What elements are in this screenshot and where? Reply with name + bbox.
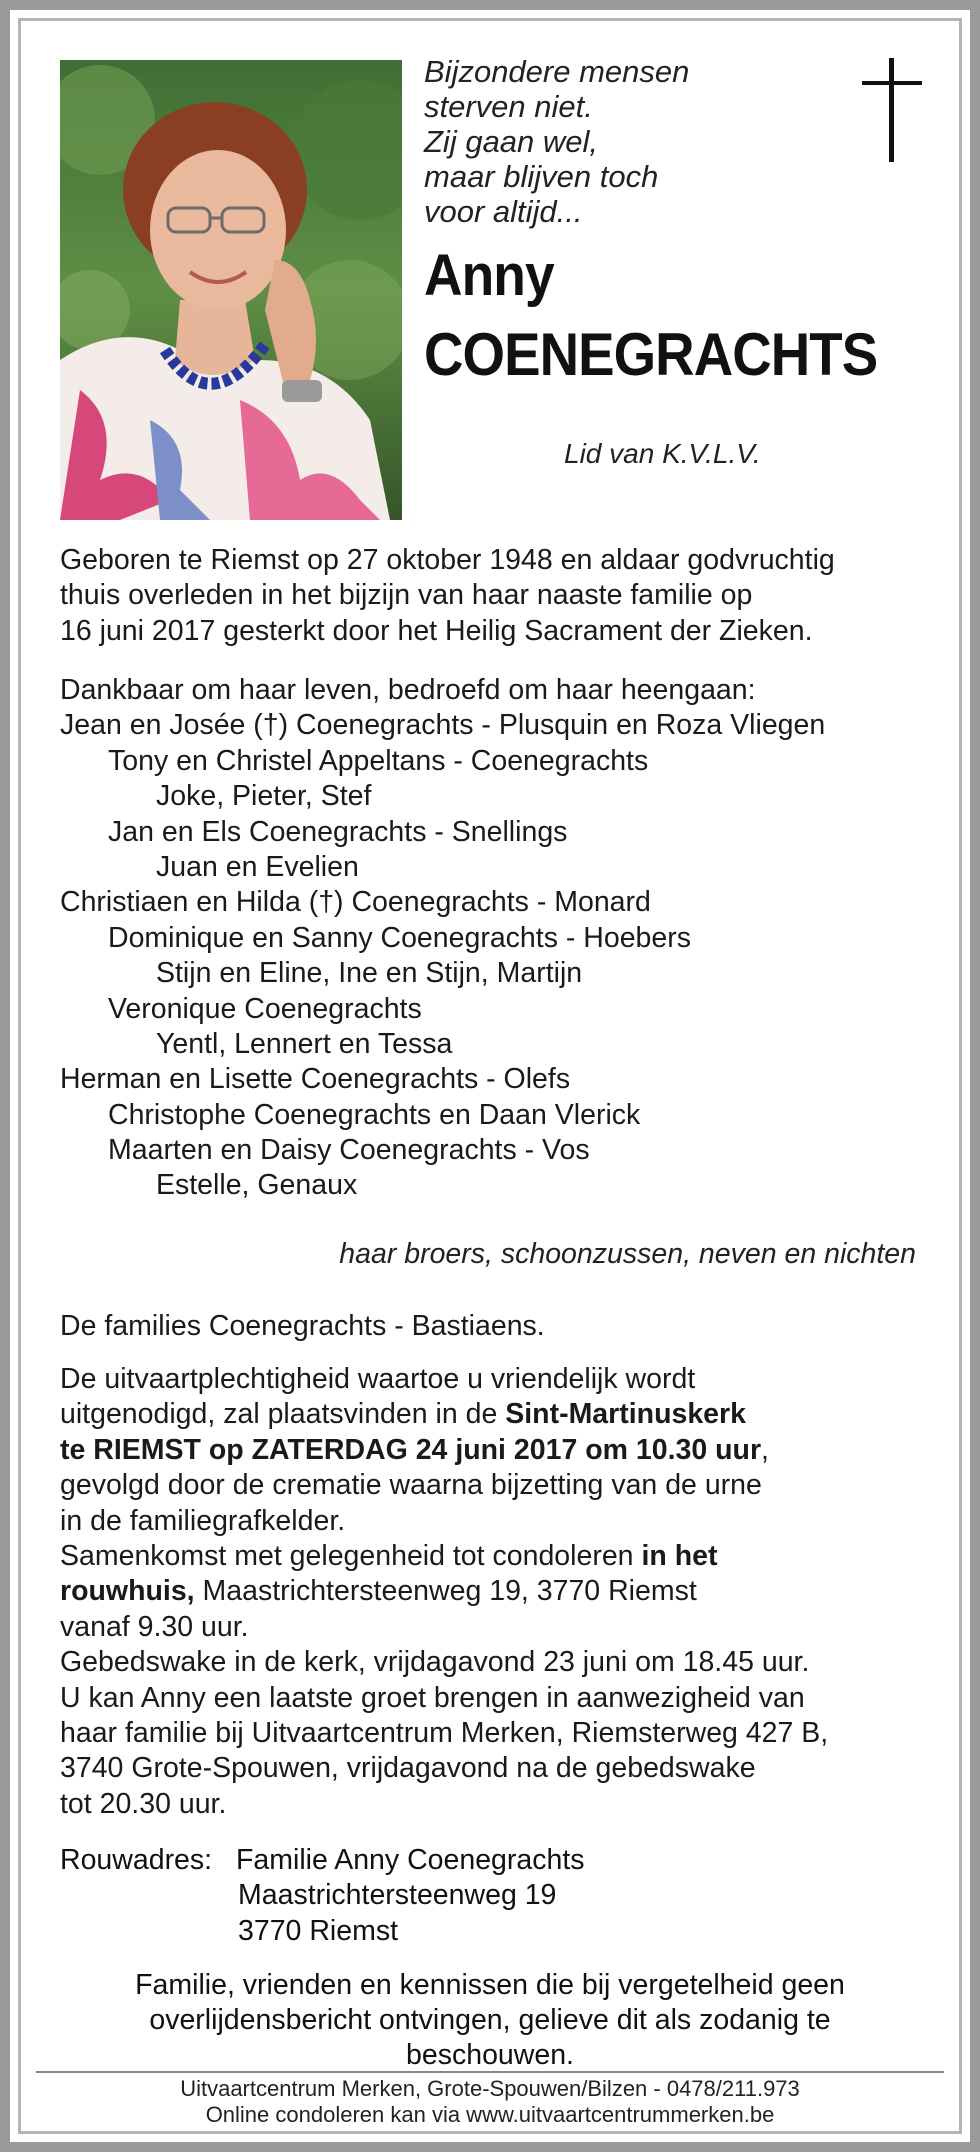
first-name: Anny (424, 243, 554, 308)
ceremony-line: De uitvaartplechtigheid waartoe u vriendelijk wordt (60, 1363, 696, 1395)
footer-line: Online condoleren kan via www.uitvaartcentrummerken.be (205, 2102, 775, 2127)
family-row: Juan en Evelien (156, 850, 359, 883)
family-intro: Dankbaar om haar leven, bedroefd om haar heengaan: (60, 674, 756, 706)
ceremony-line (60, 1539, 828, 1574)
footer (36, 2076, 944, 2128)
notice-line: beschouwen. (406, 2039, 574, 2071)
family-list (60, 673, 825, 1204)
ceremony-line: vanaf 9.30 uur. (60, 1610, 249, 1643)
address-name: Familie Anny Coenegrachts (236, 1844, 585, 1876)
address-street: Maastrichtersteenweg 19 (238, 1879, 557, 1912)
birth-line: 16 juni 2017 gesterkt door het Heilig Sacrament der Zieken. (60, 614, 813, 647)
family-row: Veronique Coenegrachts (108, 992, 422, 1025)
ceremony-line: haar familie bij Uitvaartcentrum Merken, Riemsterweg 427 B, (60, 1716, 829, 1749)
quote-line: voor altijd... (424, 194, 583, 229)
quote-line: maar blijven toch (424, 159, 659, 194)
church-name: Sint-Martinuskerk (505, 1398, 746, 1431)
family-row: Maarten en Daisy Coenegrachts - Vos (108, 1134, 590, 1167)
birth-line: Geboren te Riemst op 27 oktober 1948 en aldaar godvruchtig (60, 544, 835, 576)
ceremony-line (60, 1433, 828, 1468)
notice-paragraph (60, 1968, 920, 2073)
family-row: Herman en Lisette Coenegrachts - Olefs (60, 1063, 571, 1096)
address-label: Rouwadres: (60, 1844, 213, 1876)
birth-paragraph (60, 543, 835, 649)
ceremony-text: uitgenodigd, zal plaatsvinden in de (60, 1398, 506, 1431)
family-row: Jan en Els Coenegrachts - Snellings (108, 815, 568, 848)
ceremony-line: U kan Anny een laatste groet brengen in aanwezigheid van (60, 1681, 805, 1714)
portrait-photo (60, 60, 402, 520)
membership-line: Lid van K.V.L.V. (564, 438, 761, 469)
family-row: Yentl, Lennert en Tessa (156, 1027, 453, 1060)
cross-icon (862, 58, 922, 162)
quote-line: sterven niet. (424, 89, 593, 124)
ceremony-text: Samenkomst met gelegenheid tot condoleren (60, 1539, 642, 1572)
ceremony-text: , (761, 1433, 769, 1466)
ceremony-line: in de familiegrafkelder. (60, 1504, 346, 1537)
family-row: Stijn en Eline, Ine en Stijn, Martijn (156, 957, 583, 990)
family-row: Tony en Christel Appeltans - Coenegrachts (108, 744, 649, 777)
notice-line: Familie, vrienden en kennissen die bij vergetelheid geen (135, 1969, 845, 2001)
address-city: 3770 Riemst (238, 1914, 398, 1947)
ceremony-bold: rouwhuis, (60, 1575, 195, 1608)
family-signature: haar broers, schoonzussen, neven en nichten (339, 1238, 916, 1270)
ceremony-line: gevolgd door de crematie waarna bijzetting van de urne (60, 1469, 762, 1502)
notice-line: overlijdensbericht ontvingen, gelieve dit als zodanig te (149, 2004, 831, 2036)
ceremony-text: Maastrichtersteenweg 19, 3770 Riemst (194, 1575, 697, 1608)
ceremony-line: 3740 Grote-Spouwen, vrijdagavond na de gebedswake (60, 1752, 756, 1785)
quote-line: Bijzondere mensen (424, 54, 690, 89)
family-row: Dominique en Sanny Coenegrachts - Hoebers (108, 921, 691, 954)
ceremony-datetime: te RIEMST op ZATERDAG 24 juni 2017 om 10.30 uur (60, 1433, 762, 1466)
address-line (60, 1843, 585, 1878)
ceremony-bold: in het (641, 1539, 718, 1572)
ceremony-line: Gebedswake in de kerk, vrijdagavond 23 juni om 18.45 uur. (60, 1646, 810, 1679)
footer-line: Uitvaartcentrum Merken, Grote-Spouwen/Bilzen - 0478/211.973 (180, 2076, 800, 2101)
family-row: Christiaen en Hilda (†) Coenegrachts - Monard (60, 886, 651, 919)
ceremony-line: tot 20.30 uur. (60, 1787, 227, 1820)
family-row: Estelle, Genaux (156, 1169, 358, 1202)
family-row: Christophe Coenegrachts en Daan Vlerick (108, 1098, 641, 1131)
memorial-quote (424, 54, 689, 229)
family-row: Joke, Pieter, Stef (156, 780, 372, 813)
last-name: COENEGRACHTS (424, 321, 878, 388)
quote-line: Zij gaan wel, (424, 124, 599, 159)
ceremony-line (60, 1574, 828, 1609)
mourning-address (60, 1843, 585, 1949)
family-row: Jean en Josée (†) Coenegrachts - Plusquin en Roza Vliegen (60, 709, 826, 742)
families-line: De families Coenegrachts - Bastiaens. (60, 1310, 545, 1342)
ceremony-line (60, 1397, 828, 1432)
birth-line: thuis overleden in het bijzijn van haar naaste familie op (60, 579, 753, 612)
footer-divider (36, 2071, 944, 2073)
ceremony-paragraph (60, 1362, 828, 1822)
